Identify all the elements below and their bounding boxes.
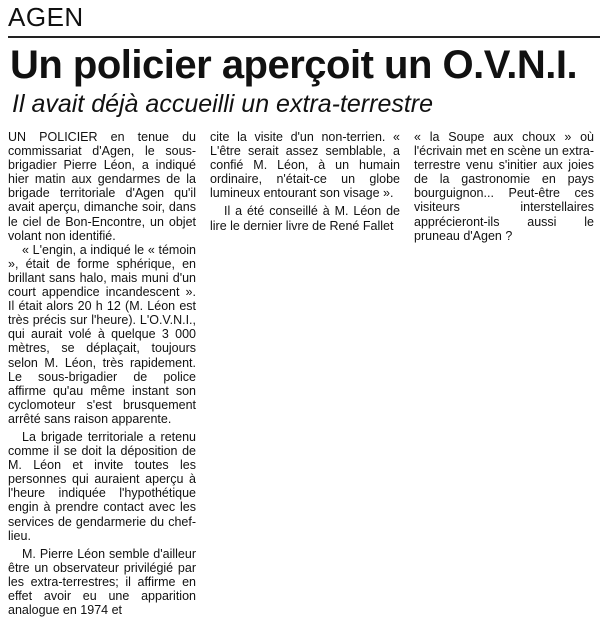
subheadline: Il avait déjà accueilli un extra-terrestre (12, 90, 434, 118)
paragraph: « L'engin, a indiqué le « témoin », était de forme sphérique, en brillant sans halo, mais muni d'un court appendice incandescent ». Il était alors 20 h 12 (M. Léon est très précis sur l'heure). L'O.V.N.I., qui aurait volé à quelque 3 000 mètres, se déplaçait, toujours selon M. Léon, très rapidement. Le sous-brigadier de police affirme qu'au même instant son cyclomoteur s'est brusquement arrêté sans raison apparente. (8, 242, 196, 426)
paragraph: M. Pierre Léon semble d'ailleur être un observateur privilégié par les extra-terrestres; il affirme en effet avoir eu une apparition analogue en 1974 et (8, 546, 196, 617)
article-column-3 (414, 130, 594, 243)
paragraph: UN POLICIER en tenue du commissariat d'Agen, le sous-brigadier Pierre Léon, a indiqué hier matin aux gendarmes de la brigade territoriale d'Agen qu'il avait aperçu, dimanche soir, dans le ciel de Bon-Encontre, un objet volant non identifié. (8, 130, 196, 243)
paragraph: Il a été conseillé à M. Léon de lire le dernier livre de René Fallet (210, 204, 400, 233)
article-column-1 (8, 130, 196, 617)
paragraph: cite la visite d'un non-terrien. « L'être serait assez semblable, a confié M. Léon, à un humain ordinaire, n'était-ce un globe lumineux entourant son visage ». (210, 130, 400, 201)
headline: Un policier aperçoit un O.V.N.I. (10, 43, 578, 87)
paragraph: « la Soupe aux choux » où l'écrivain met en scène un extra-terrestre venu s'initier aux joies de la gastronomie en pays bourguignon... Peut-être ces visiteurs interstellaires apprécieront-ils aussi le pruneau d'Agen ? (414, 130, 594, 243)
rubric-rule (8, 36, 600, 38)
article-column-2 (210, 130, 400, 233)
rubric: AGEN (8, 2, 84, 32)
paragraph: La brigade territoriale a retenu comme il se doit la déposition de M. Léon et invite toutes les personnes qui auraient aperçu à l'heure indiquée l'hypothétique engin à prendre contact avec les services de gendarmerie du chef-lieu. (8, 429, 196, 543)
